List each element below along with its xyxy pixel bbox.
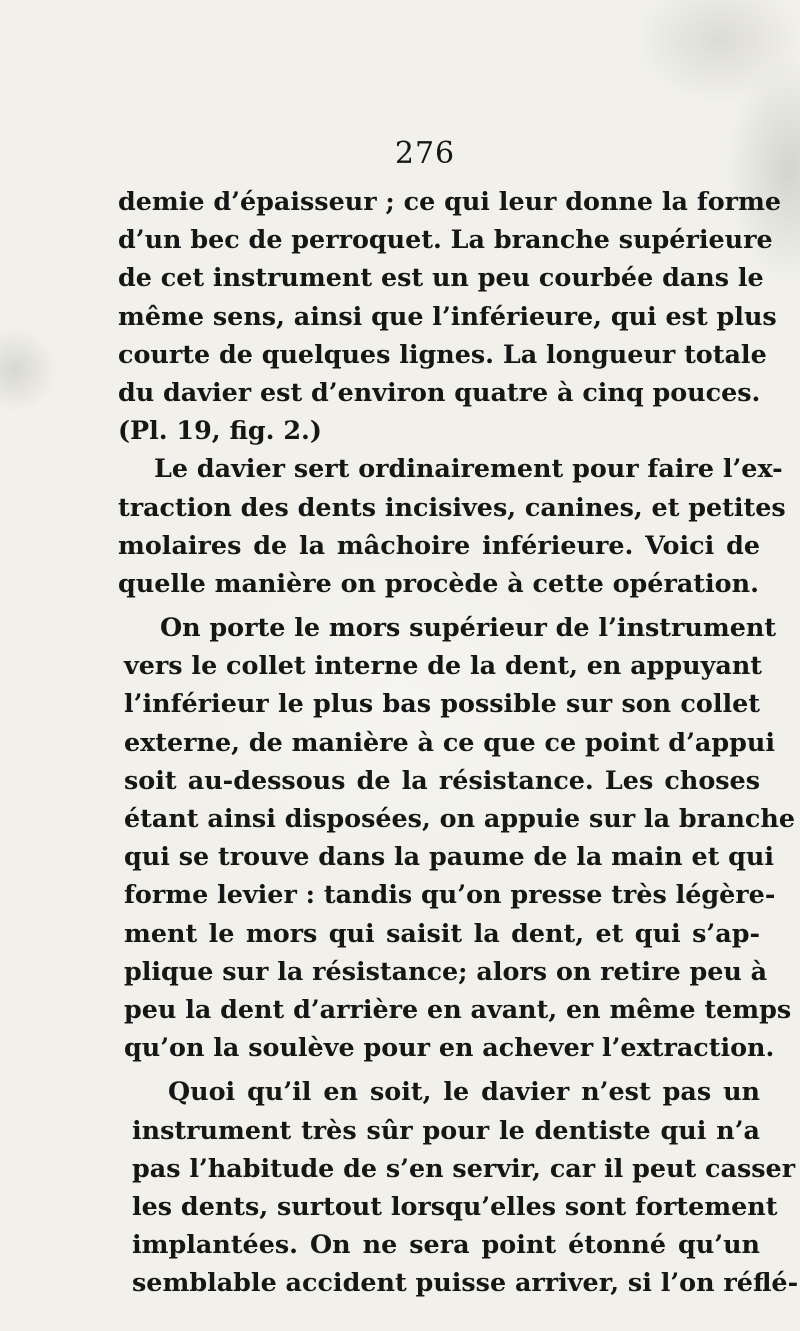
text-line: l’inférieur le plus bas possible sur son collet	[124, 688, 760, 719]
text-line: (Pl. 19, fig. 2.)	[118, 415, 322, 446]
text-line: molaires de la mâchoire inférieure. Voici de	[118, 529, 760, 560]
text-line: plique sur la résistance; alors on retire peu à	[124, 955, 768, 986]
text-line: demie d’épaisseur ; ce qui leur donne la forme	[118, 186, 782, 216]
text-line: qu’on la soulève pour en achever l’extraction.	[124, 1032, 775, 1063]
text-line: d’un bec de perroquet. La branche supérieure	[118, 224, 773, 255]
page-number: 276	[394, 136, 456, 171]
text-line: de cet instrument est un peu courbée dans le	[118, 262, 764, 293]
paragraph-1	[118, 182, 782, 449]
text-line: quelle manière on procède à cette opération.	[118, 567, 759, 598]
paragraph-3	[118, 608, 795, 1066]
text-line: instrument très sûr pour le dentiste qui n’a	[132, 1114, 760, 1145]
text-line: forme levier : tandis qu’on presse très légère-	[124, 879, 776, 910]
text-line: Quoi qu’il en soit, le davier n’est pas un	[168, 1076, 760, 1107]
text-line: même sens, ainsi que l’inférieure, qui est plus	[118, 300, 777, 331]
text-line: implantées. On ne sera point étonné qu’un	[132, 1229, 760, 1260]
text-line: externe, de manière à ce que ce point d’appui	[124, 726, 775, 757]
text-line: Le davier sert ordinairement pour faire l’ex-	[154, 453, 783, 484]
text-line: courte de quelques lignes. La longueur totale	[118, 338, 767, 369]
text-line: du davier est d’environ quatre à cinq pouces.	[118, 376, 761, 407]
text-line: On porte le mors supérieur de l’instrument	[160, 612, 777, 643]
text-line: pas l’habitude de s’en servir, car il peut casser	[132, 1152, 796, 1183]
text-line: soit au-dessous de la résistance. Les choses	[124, 764, 760, 795]
text-line: semblable accident puisse arriver, si l’on réflé-	[132, 1267, 799, 1298]
paragraph-2	[118, 449, 786, 602]
text-line: peu la dent d’arrière en avant, en même temps	[124, 993, 792, 1024]
text-line: ment le mors qui saisit la dent, et qui s’ap-	[124, 917, 760, 948]
text-line: vers le collet interne de la dent, en appuyant	[124, 650, 763, 681]
text-line: qui se trouve dans la paume de la main et qui	[124, 841, 775, 872]
body-text	[118, 182, 799, 1301]
text-line: étant ainsi disposées, on appuie sur la branche	[124, 803, 795, 833]
text-line: les dents, surtout lorsqu’elles sont fortement	[132, 1190, 778, 1221]
paragraph-4	[118, 1072, 799, 1301]
text-line: traction des dents incisives, canines, et petites	[118, 491, 786, 522]
